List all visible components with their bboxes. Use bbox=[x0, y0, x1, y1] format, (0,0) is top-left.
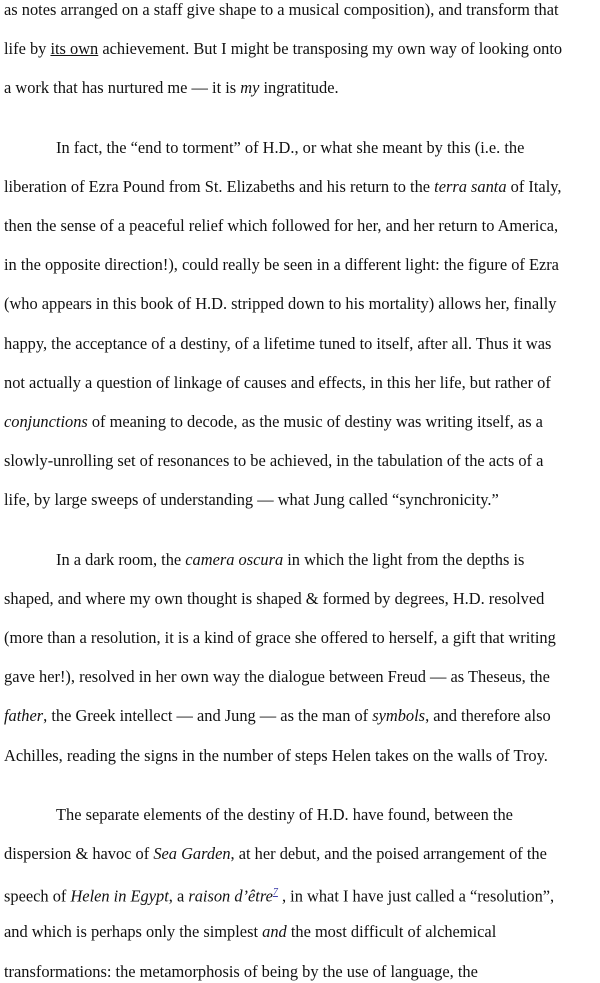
text-run: gave her!), resolved in her own way the dialogue between Freud — as Theseus, the bbox=[4, 667, 550, 687]
text-line bbox=[4, 255, 559, 275]
text-line bbox=[4, 844, 547, 864]
text-run: of meaning to decode, as the music of destiny was writing itself, as a bbox=[87, 412, 543, 431]
text-run: , a bbox=[168, 886, 189, 906]
text-run: as notes arranged on a staff give shape to a musical composition), and transform that bbox=[4, 0, 559, 19]
text-line bbox=[4, 706, 551, 726]
text-run: in the opposite direction!), could really be seen in a different light: the figure of Ezra bbox=[4, 255, 559, 275]
text-run: dispersion & havoc of bbox=[4, 844, 154, 863]
italic-text: raison d’être bbox=[188, 886, 273, 906]
text-run: happy, the acceptance of a destiny, of a lifetime tuned to itself, after all. Thus it was bbox=[4, 333, 552, 353]
italic-text: symbols bbox=[372, 706, 426, 726]
underlined-text: its own bbox=[50, 39, 99, 59]
text-run: ingratitude. bbox=[259, 78, 339, 98]
text-run: a work that has nurtured me — it is bbox=[4, 78, 241, 98]
text-line bbox=[4, 490, 499, 510]
text-run: achievement. But I might be transposing my own way of looking onto bbox=[98, 39, 563, 59]
text-run: shaped, and where my own thought is shaped & formed by degrees, H.D. resolved bbox=[4, 588, 545, 608]
italic-text: terra santa bbox=[434, 176, 507, 196]
text-line bbox=[4, 922, 496, 942]
text-run: , in what I have just called a “resolution”, bbox=[277, 886, 555, 906]
text-run: slowly-unrolling set of resonances to be achieved, in the tabulation of the acts of a bbox=[4, 451, 544, 471]
text-line bbox=[4, 334, 551, 354]
text-line bbox=[4, 0, 559, 20]
text-run: In fact, the “end to torment” of H.D., or what she meant by this (i.e. the bbox=[56, 137, 525, 157]
text-run: In a dark room, the bbox=[56, 549, 186, 569]
italic-text: Sea Garden bbox=[153, 844, 231, 863]
footnote-link[interactable]: 7 bbox=[272, 887, 278, 899]
text-line bbox=[4, 667, 550, 687]
text-line bbox=[4, 216, 558, 236]
text-line bbox=[4, 962, 478, 982]
text-run: (who appears in this book of H.D. stripped down to his mortality) allows her, finally bbox=[4, 294, 557, 314]
text-line bbox=[4, 589, 544, 609]
text-run: in which the light from the depths is bbox=[283, 549, 525, 569]
text-run: of Italy, bbox=[506, 176, 562, 196]
text-run: life, by large sweeps of understanding — what Jung called “synchronicity.” bbox=[4, 490, 499, 510]
text-line bbox=[4, 177, 561, 197]
text-run: , the Greek intellect — and Jung — as the man of bbox=[43, 706, 373, 726]
text-line bbox=[4, 883, 555, 906]
text-line bbox=[4, 373, 551, 393]
text-line bbox=[4, 550, 524, 570]
text-run: The separate elements of the destiny of H.D. have found, between the bbox=[56, 804, 513, 824]
italic-text: camera oscura bbox=[185, 549, 284, 569]
italic-text: father bbox=[4, 706, 44, 726]
text-run: and which is perhaps only the simplest bbox=[4, 922, 263, 942]
italic-text: my bbox=[240, 78, 260, 98]
italic-text: Helen in Egypt bbox=[70, 886, 169, 906]
text-run: , and therefore also bbox=[425, 706, 551, 726]
text-line bbox=[4, 138, 524, 158]
text-run: the most difficult of alchemical bbox=[286, 922, 497, 942]
text-run: Achilles, reading the signs in the number of steps Helen takes on the walls of Troy. bbox=[4, 745, 548, 765]
text-line bbox=[4, 451, 543, 471]
text-run: , at her debut, and the poised arrangement of the bbox=[230, 844, 547, 863]
italic-text: conjunctions bbox=[4, 412, 88, 431]
text-run: not actually a question of linkage of causes and effects, in this her life, but rather of bbox=[4, 372, 551, 392]
text-run: transformations: the metamorphosis of being by the use of language, the bbox=[4, 961, 478, 981]
text-run: life by bbox=[4, 39, 51, 59]
text-line bbox=[4, 78, 339, 98]
text-line bbox=[4, 412, 543, 432]
text-line bbox=[4, 628, 556, 648]
text-run: liberation of Ezra Pound from St. Elizabeths and his return to the bbox=[4, 176, 435, 196]
text-run: then the sense of a peaceful relief which followed for her, and her return to America, bbox=[4, 216, 559, 235]
text-run: speech of bbox=[4, 886, 71, 906]
text-line bbox=[4, 805, 513, 825]
text-run: (more than a resolution, it is a kind of grace she offered to herself, a gift that writing bbox=[4, 628, 556, 647]
text-line bbox=[4, 39, 562, 59]
italic-text: and bbox=[262, 922, 287, 942]
text-line bbox=[4, 746, 548, 766]
text-line bbox=[4, 294, 556, 314]
